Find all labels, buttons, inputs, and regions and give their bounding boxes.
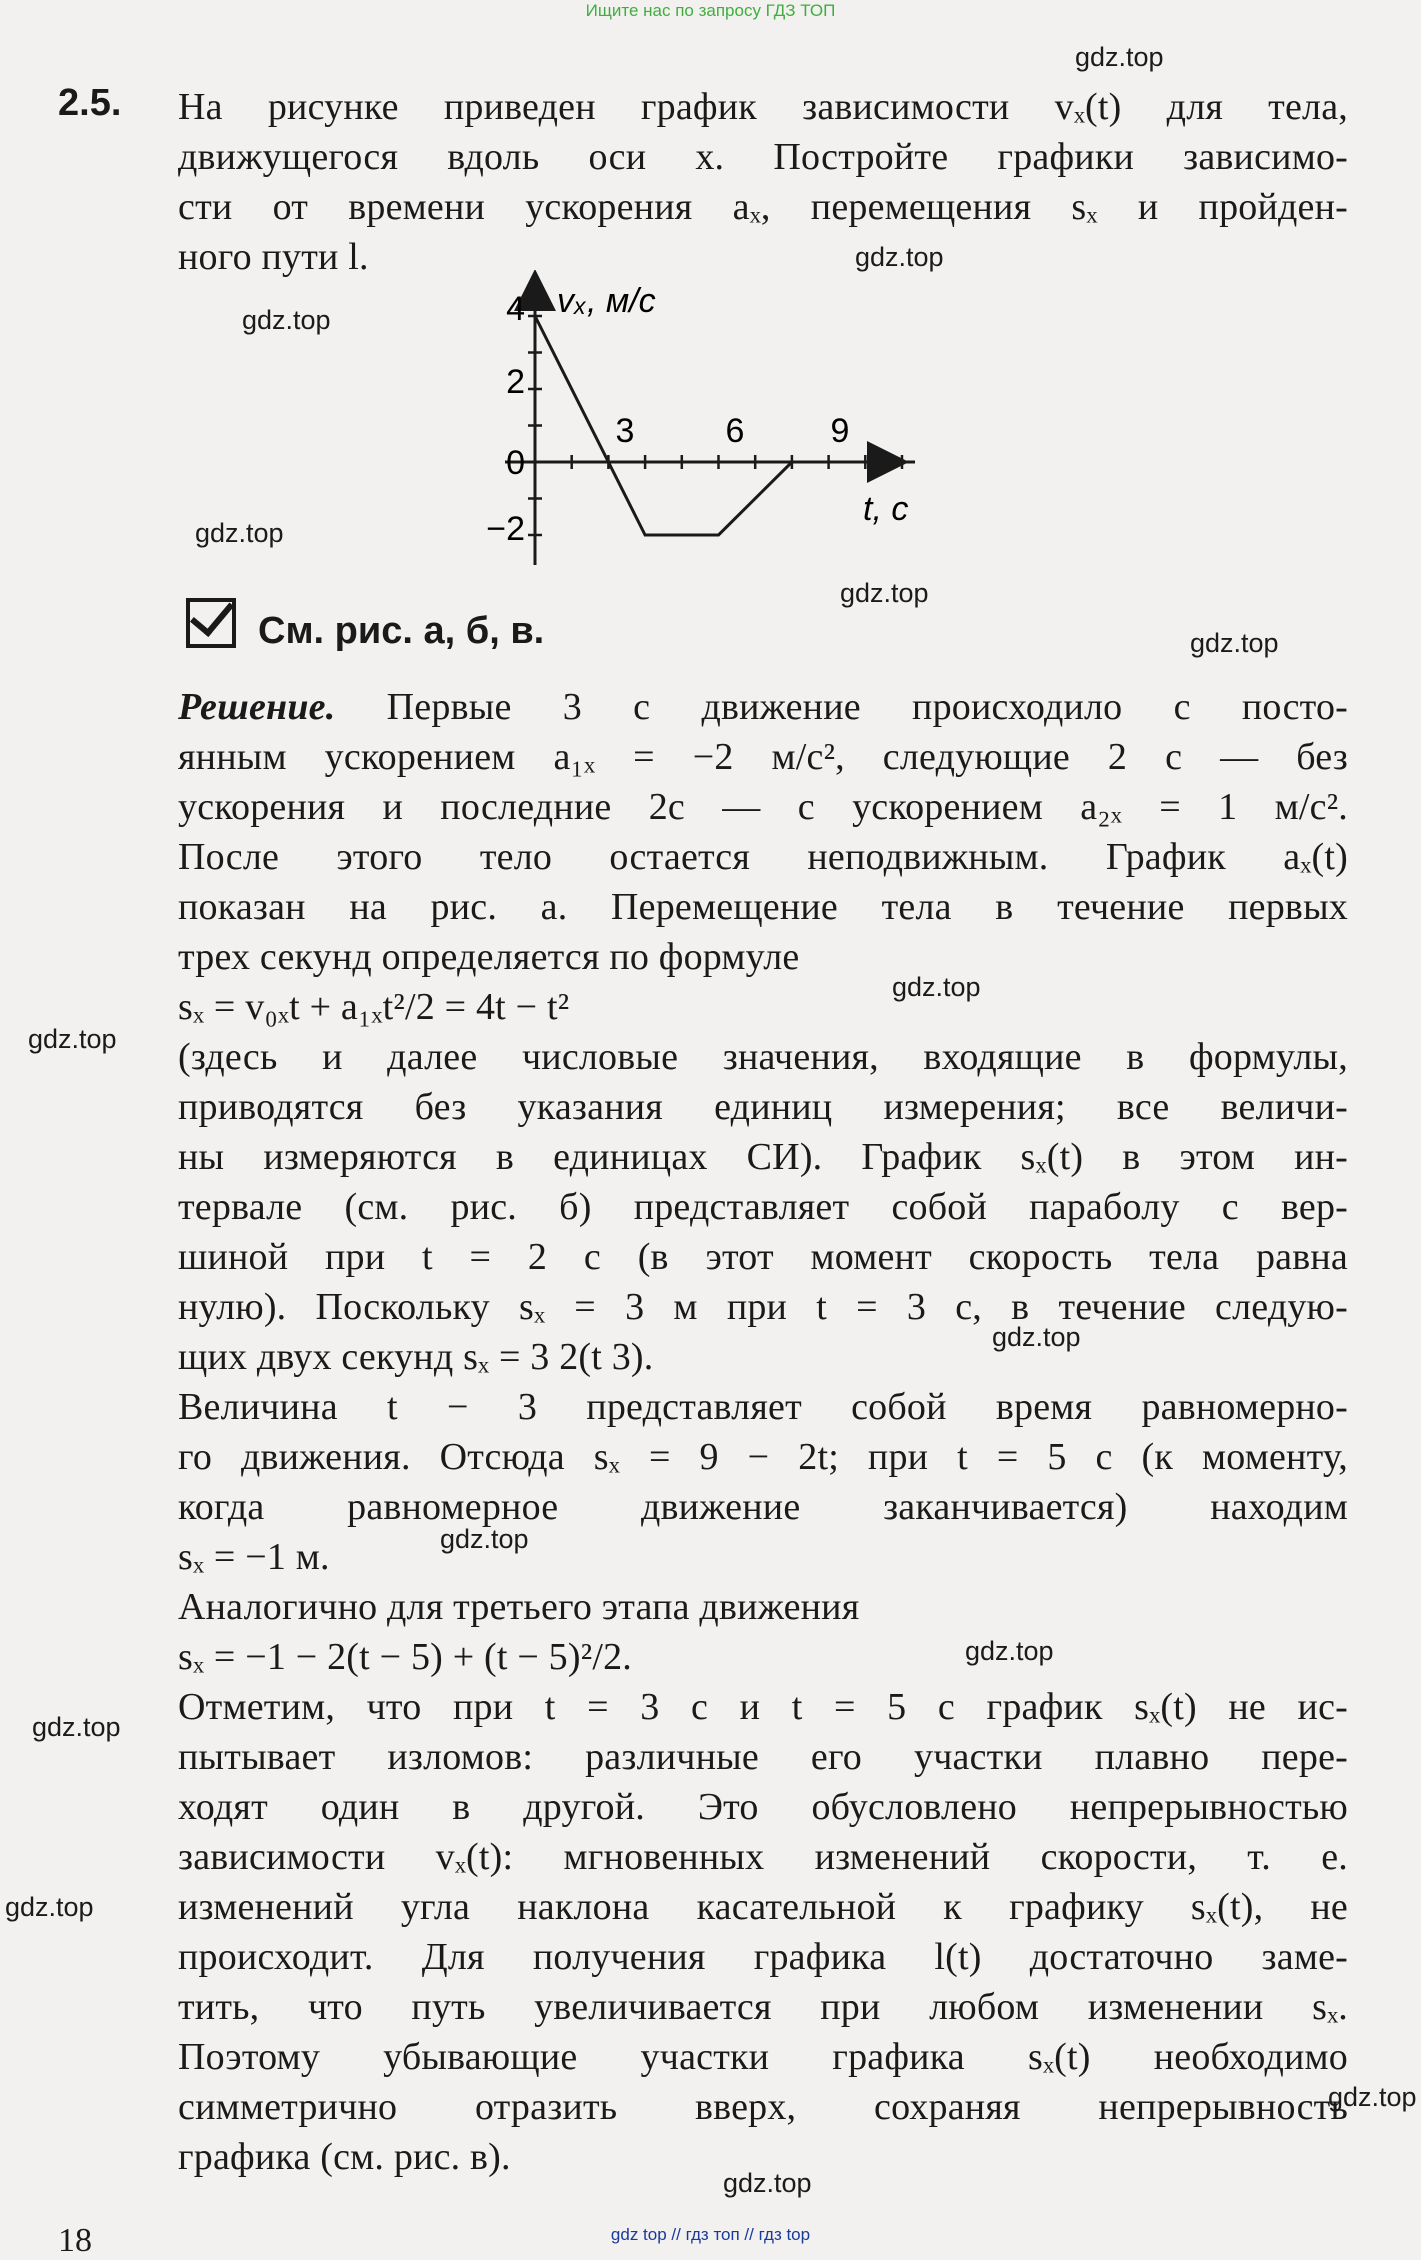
- watermark-text: gdz.top: [892, 972, 981, 1002]
- watermark-text: gdz.top: [5, 1892, 94, 1922]
- x-tick-label: 9: [830, 412, 850, 450]
- solution-line: sₓ = v₀ₓt + a₁ₓt²/2 = 4t − t²: [178, 986, 570, 1028]
- problem-number: 2.5.: [58, 82, 122, 124]
- solution-line: (здесь и далее числовые значения, входящие в формулы,: [178, 1036, 1348, 1078]
- watermark-text: gdz.top: [1075, 42, 1164, 72]
- watermark-text: gdz.top: [1190, 628, 1279, 658]
- x-tick-label: 6: [725, 412, 745, 450]
- y-tick-label: 4: [506, 290, 525, 328]
- solution-line: графика (см. рис. в).: [178, 2136, 511, 2178]
- watermark-text: gdz.top: [992, 1322, 1081, 1352]
- solution-line: Поэтому убывающие участки графика sₓ(t) необходимо: [178, 2036, 1348, 2078]
- solution-line: трех секунд определяется по формуле: [178, 936, 800, 978]
- solution-line: щих двух секунд sₓ = 3 2(t 3).: [178, 1336, 654, 1378]
- watermark-text: gdz.top: [840, 578, 929, 608]
- tick-marks: [528, 316, 915, 535]
- watermark-text: gdz.top: [32, 1712, 121, 1742]
- solution-line: пытывает изломов: различные его участки плавно пере-: [178, 1736, 1348, 1778]
- solution-line: ходят один в другой. Это обусловлено непрерывностью: [178, 1786, 1348, 1828]
- y-axis-label: vₓ, м/с: [557, 282, 656, 320]
- solution-line: происходит. Для получения графика l(t) достаточно заме-: [178, 1936, 1348, 1978]
- solution-line: sₓ = −1 − 2(t − 5) + (t − 5)²/2.: [178, 1636, 632, 1678]
- solution-line: тервале (см. рис. б) представляет собой параболу с вер-: [178, 1186, 1348, 1228]
- problem-line: ного пути l.: [178, 236, 369, 278]
- solution-line: когда равномерное движение заканчивается) находим: [178, 1486, 1348, 1528]
- watermark-text: gdz.top: [195, 518, 284, 548]
- solution-label: Решение.: [178, 686, 336, 728]
- problem-line: На рисунке приведен график зависимости vₓ(t) для тела,: [178, 86, 1348, 128]
- y-tick-label: 0: [506, 444, 525, 482]
- footer-links[interactable]: gdz top // гдз топ // гдз top: [610, 2225, 811, 2244]
- page-number: 18: [58, 2222, 92, 2259]
- answer-text: См. рис. а, б, в.: [258, 610, 545, 652]
- solution-line: показан на рис. а. Перемещение тела в течение первых: [178, 886, 1348, 928]
- solution-line: тить, что путь увеличивается при любом изменении sₓ.: [178, 1986, 1348, 2028]
- solution-line: шиной при t = 2 с (в этот момент скорость тела равна: [178, 1236, 1348, 1278]
- problem-line: движущегося вдоль оси x. Постройте графики зависимо-: [178, 136, 1348, 178]
- velocity-graph: [445, 270, 915, 590]
- solution-line: изменений угла наклона касательной к графику sₓ(t), не: [178, 1886, 1348, 1928]
- solution-line: зависимости vₓ(t): мгновенных изменений скорости, т. е.: [178, 1836, 1348, 1878]
- solution-line: Величина t − 3 представляет собой время равномерно-: [178, 1386, 1348, 1428]
- watermark-text: gdz.top: [242, 305, 331, 335]
- checkbox-icon: [186, 598, 236, 648]
- solution-line: Аналогично для третьего этапа движения: [178, 1586, 860, 1628]
- solution-first-line: [178, 682, 1348, 732]
- solution-first-line-text: Первые 3 с движение происходило с посто-: [335, 686, 1348, 728]
- solution-line: После этого тело остается неподвижным. График aₓ(t): [178, 836, 1348, 878]
- watermark-text: gdz.top: [28, 1024, 117, 1054]
- solution-line: sₓ = −1 м.: [178, 1536, 330, 1578]
- solution-line: ны измеряются в единицах СИ). График sₓ(t) в этом ин-: [178, 1136, 1348, 1178]
- solution-line: го движения. Отсюда sₓ = 9 − 2t; при t = 5 с (к моменту,: [178, 1436, 1348, 1478]
- solution-line: Отметим, что при t = 3 с и t = 5 с график sₓ(t) не ис-: [178, 1686, 1348, 1728]
- watermark-text: gdz.top: [723, 2168, 812, 2198]
- x-tick-label: 3: [615, 412, 635, 450]
- solution-line: нулю). Поскольку sₓ = 3 м при t = 3 с, в течение следую-: [178, 1286, 1348, 1328]
- solution-line: янным ускорением a₁ₓ = −2 м/с², следующие 2 с — без: [178, 736, 1348, 778]
- y-tick-label: 2: [506, 363, 525, 401]
- solution-line: симметрично отразить вверх, сохраняя непрерывность: [178, 2086, 1348, 2128]
- solution-line: приводятся без указания единиц измерения; все величи-: [178, 1086, 1348, 1128]
- solution-line: ускорения и последние 2с — с ускорением a₂ₓ = 1 м/с².: [178, 786, 1348, 828]
- x-axis-label: t, с: [863, 490, 909, 528]
- problem-line: сти от времени ускорения aₓ, перемещения sₓ и пройден-: [178, 186, 1348, 228]
- watermark-text: gdz.top: [440, 1524, 529, 1554]
- watermark-text: gdz.top: [1328, 2082, 1417, 2112]
- watermark-text: gdz.top: [855, 242, 944, 272]
- top-banner[interactable]: Ищите нас по запросу ГДЗ ТОП: [585, 1, 836, 20]
- y-tick-label: −2: [486, 510, 525, 548]
- watermark-text: gdz.top: [965, 1636, 1054, 1666]
